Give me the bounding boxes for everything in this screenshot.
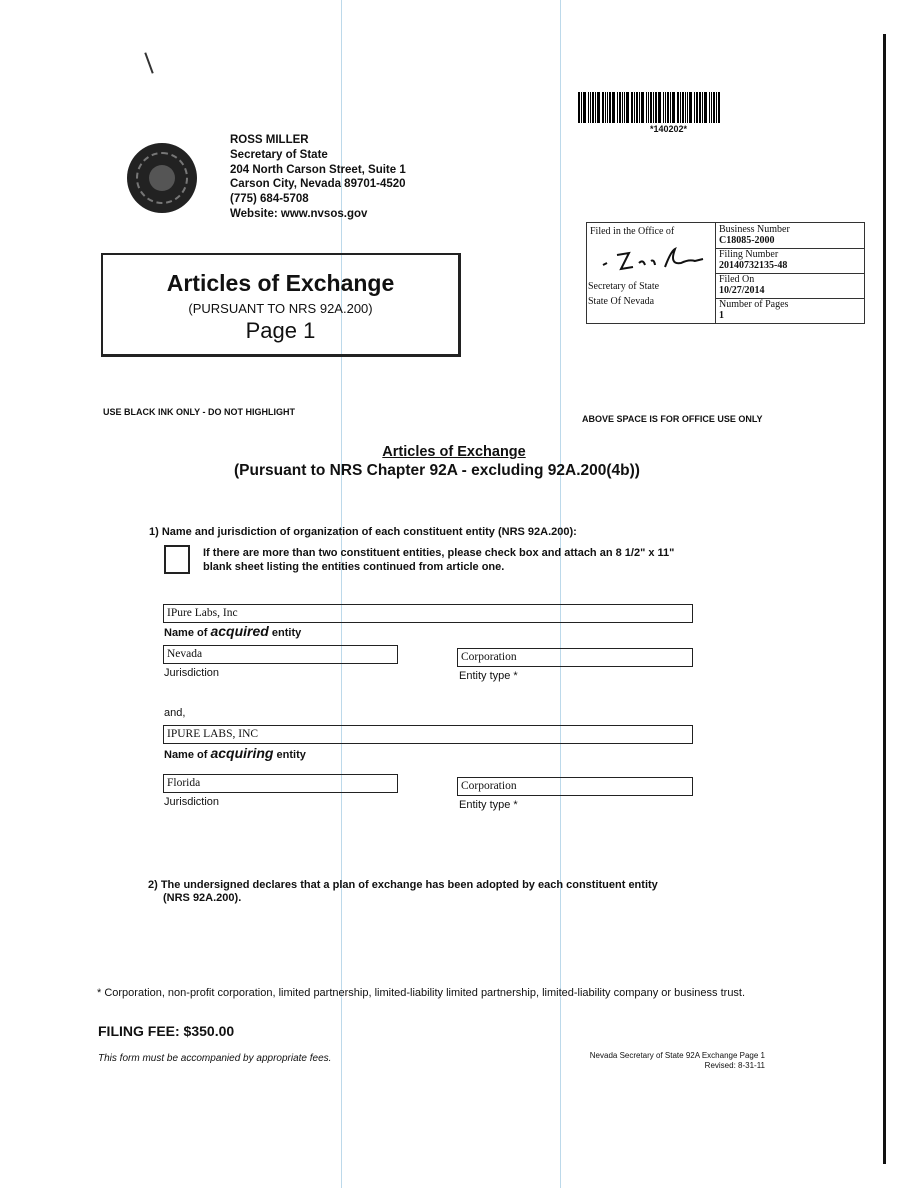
filing-fee: FILING FEE: $350.00	[98, 1023, 235, 1039]
label-emphasis: acquiring	[210, 745, 274, 761]
barcode-bar	[641, 92, 644, 123]
acquiring-jurisdiction-field[interactable]: Florida	[163, 774, 398, 793]
filed-in-label: Filed in the Office of	[590, 226, 675, 237]
barcode-bar	[634, 92, 635, 123]
ink-note: USE BLACK INK ONLY - DO NOT HIGHLIGHT	[103, 407, 296, 417]
seal-core	[149, 165, 175, 191]
form-id-line1: Nevada Secretary of State 92A Exchange Page 1	[589, 1051, 765, 1060]
acquired-jurisdiction-label: Jurisdiction	[164, 667, 220, 679]
barcode-bar	[646, 92, 647, 123]
barcode-bar	[622, 92, 623, 123]
scan-line	[560, 0, 561, 1188]
barcode-bar	[592, 92, 594, 123]
pages-count: 1	[719, 310, 724, 321]
barcode-bar	[682, 92, 684, 123]
checkbox-text-line2: blank sheet listing the entities continued from article one.	[203, 561, 505, 573]
signature	[599, 245, 709, 275]
barcode-bar	[687, 92, 688, 123]
barcode-bar	[696, 92, 698, 123]
acquiring-entity-type-field[interactable]: Corporation	[457, 777, 693, 796]
acquiring-entity-name-field[interactable]: IPURE LABS, INC	[163, 725, 693, 744]
office-line2: State Of Nevada	[588, 296, 655, 307]
barcode-bar	[711, 92, 712, 123]
filing-stamp-box	[586, 222, 865, 324]
barcode-bar	[617, 92, 618, 123]
pages-label: Number of Pages	[719, 299, 789, 310]
form-id-line2: Revised: 8-31-11	[704, 1060, 765, 1070]
section2-line1: 2) The undersigned declares that a plan of exchange has been adopted by each constituent entity	[148, 879, 658, 891]
acquiring-jurisdiction-label: Jurisdiction	[164, 796, 220, 808]
checkbox-text-line1: If there are more than two constituent entities, please check box and attach an 8 1/2" x 11"	[203, 547, 675, 559]
sender-website: Website: www.nvsos.gov	[230, 207, 368, 220]
barcode-bar	[619, 92, 621, 123]
barcode-bar	[612, 92, 615, 123]
acquired-entity-name-field[interactable]: IPure Labs, Inc	[163, 604, 693, 623]
barcode-bar	[689, 92, 692, 123]
label-prefix: Name of	[164, 627, 208, 639]
barcode-bar	[680, 92, 681, 123]
sender-city: Carson City, Nevada 89701-4520	[230, 178, 406, 191]
barcode-bar	[677, 92, 679, 123]
sender-title: Secretary of State	[230, 148, 328, 161]
sender-street: 204 North Carson Street, Suite 1	[230, 163, 406, 176]
form-title: Articles of Exchange	[166, 270, 395, 296]
label-prefix: Name of	[164, 749, 208, 761]
filed-on-cell	[716, 274, 864, 299]
label-suffix: entity	[271, 627, 302, 639]
barcode-bar	[694, 92, 695, 123]
label-suffix: entity	[276, 749, 306, 761]
acquired-entity-type-field[interactable]: Corporation	[457, 648, 693, 667]
filing-details	[716, 223, 864, 323]
barcode-bar	[578, 92, 580, 123]
sender-block	[230, 133, 406, 222]
form-title-box	[101, 253, 461, 357]
acquired-entity-name-label	[164, 623, 301, 639]
barcode-bar	[653, 92, 654, 123]
barcode	[578, 92, 770, 123]
barcode-bar	[663, 92, 664, 123]
section1-label: 1) Name and jurisdiction of organization of each constituent entity (NRS 92A.200):	[149, 526, 577, 538]
more-entities-checkbox[interactable]	[164, 545, 190, 574]
section2-line2: (NRS 92A.200).	[163, 892, 242, 904]
filing-office-cell	[587, 223, 716, 323]
business-number-label: Business Number	[719, 224, 790, 235]
articles-subheading: (Pursuant to NRS Chapter 92A - excluding 92A.200(4b))	[234, 462, 640, 479]
barcode-bar	[624, 92, 625, 123]
barcode-bar	[650, 92, 652, 123]
barcode-bar	[597, 92, 600, 123]
barcode-bar	[702, 92, 703, 123]
barcode-bar	[667, 92, 669, 123]
form-page: Page 1	[245, 318, 316, 343]
barcode-bar	[602, 92, 604, 123]
barcode-bar	[718, 92, 720, 123]
state-seal	[127, 143, 197, 213]
sender-name: ROSS MILLER	[230, 134, 309, 146]
scan-edge	[883, 34, 886, 1164]
barcode-bar	[581, 92, 582, 123]
barcode-bar	[588, 92, 589, 123]
barcode-bar	[713, 92, 715, 123]
barcode-bar	[665, 92, 666, 123]
fees-note: This form must be accompanied by appropriate fees.	[98, 1053, 332, 1064]
office-use-note: ABOVE SPACE IS FOR OFFICE USE ONLY	[582, 414, 763, 424]
business-number: C18085-2000	[719, 235, 775, 246]
barcode-bar	[685, 92, 686, 123]
office-line1: Secretary of State	[588, 281, 660, 292]
barcode-bar	[670, 92, 671, 123]
barcode-bar	[648, 92, 649, 123]
barcode-bar	[626, 92, 629, 123]
barcode-bar	[639, 92, 640, 123]
barcode-bar	[716, 92, 717, 123]
barcode-bar	[583, 92, 586, 123]
label-emphasis: acquired	[210, 623, 269, 639]
and-label: and,	[164, 707, 186, 719]
barcode-bar	[636, 92, 638, 123]
pages-cell	[716, 299, 864, 323]
barcode-bar	[655, 92, 657, 123]
barcode-bar	[672, 92, 675, 123]
filed-on-label: Filed On	[719, 274, 755, 285]
barcode-bar	[631, 92, 633, 123]
barcode-bar	[658, 92, 661, 123]
form-identifier	[560, 1051, 765, 1070]
filing-number-cell	[716, 249, 864, 274]
barcode-number: *140202*	[650, 124, 688, 134]
filing-number: 20140732135-48	[719, 260, 788, 271]
acquired-entity-type-label: Entity type *	[459, 670, 518, 682]
articles-heading: Articles of Exchange	[382, 444, 526, 460]
business-number-cell	[716, 224, 864, 249]
barcode-bar	[605, 92, 606, 123]
scan-mark	[144, 52, 153, 73]
barcode-bar	[699, 92, 701, 123]
acquired-jurisdiction-field[interactable]: Nevada	[163, 645, 398, 664]
barcode-bar	[590, 92, 591, 123]
filed-on-date: 10/27/2014	[719, 285, 765, 296]
filing-number-label: Filing Number	[719, 249, 779, 260]
acquiring-entity-type-label: Entity type *	[459, 799, 518, 811]
sender-phone: (775) 684-5708	[230, 193, 309, 206]
acquiring-entity-name-label	[164, 745, 306, 761]
barcode-bar	[709, 92, 710, 123]
barcode-bar	[595, 92, 596, 123]
form-subtitle: (PURSUANT TO NRS 92A.200)	[188, 301, 373, 316]
barcode-bar	[609, 92, 611, 123]
barcode-bar	[704, 92, 707, 123]
barcode-bar	[607, 92, 608, 123]
entity-type-footnote: * Corporation, non-profit corporation, limited partnership, limited-liability limited partnership, limited-liability company or business trust.	[97, 987, 746, 999]
